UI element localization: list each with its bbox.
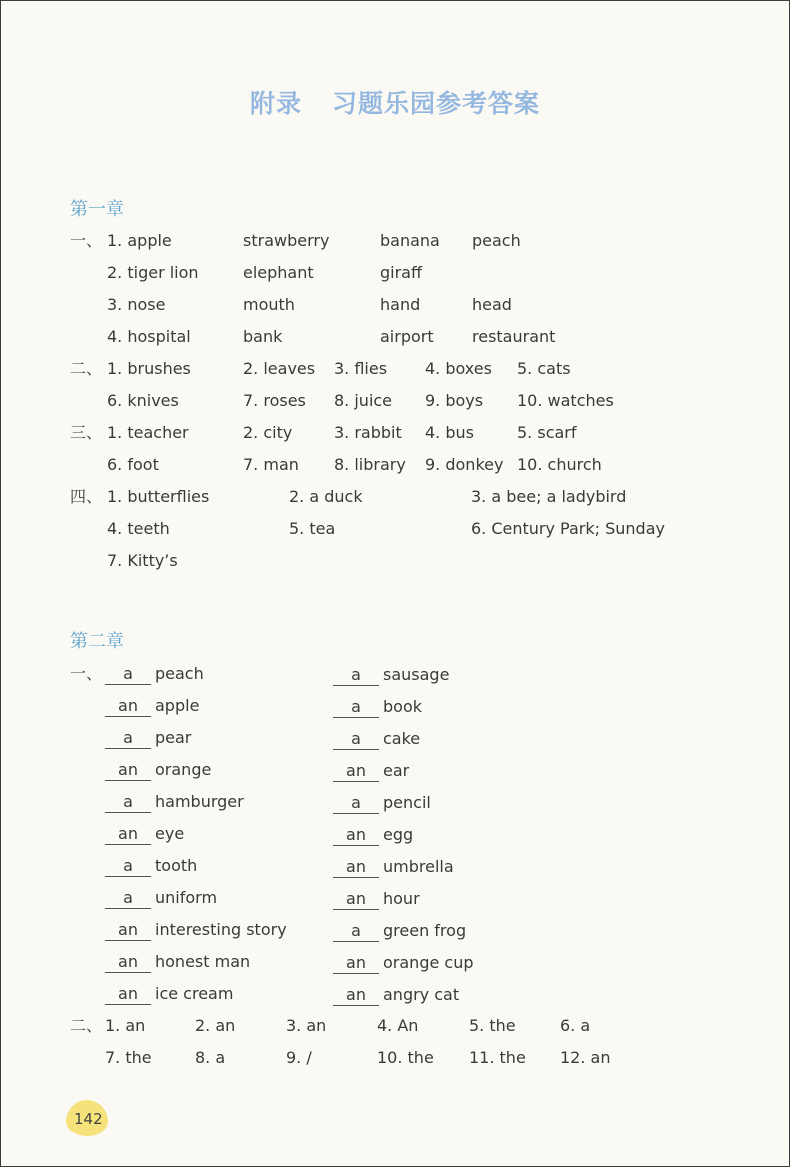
answer-item: 3. rabbit (334, 423, 402, 442)
article-blank: a (105, 728, 151, 749)
chapter-2-heading: 第二章 (70, 631, 124, 652)
noun-phrase: orange cup (383, 953, 474, 972)
answer-item: 1. an (105, 1016, 146, 1035)
noun-phrase: pencil (383, 793, 431, 812)
answer-item: 8. library (334, 455, 406, 474)
noun-phrase: ice cream (155, 984, 234, 1003)
answer-item: head (472, 295, 512, 314)
noun-phrase: sausage (383, 665, 450, 684)
answer-item: 3. an (286, 1016, 327, 1035)
answer-item: 2. city (243, 423, 293, 442)
noun-phrase: uniform (155, 888, 218, 907)
answer-item: 4. teeth (107, 519, 170, 538)
answer-item: 12. an (560, 1048, 611, 1067)
article-blank: an (333, 857, 379, 878)
noun-phrase: pear (155, 728, 192, 747)
answer-item: banana (380, 231, 440, 250)
article-blank: an (105, 760, 151, 781)
answer-item: 1. brushes (107, 359, 191, 378)
noun-phrase: peach (155, 664, 204, 683)
answer-item: 7. Kitty’s (107, 551, 178, 570)
noun-phrase: book (383, 697, 422, 716)
answer-item: 3. a bee; a ladybird (471, 487, 627, 506)
answer-item: 2. leaves (243, 359, 316, 378)
article-blank: a (105, 888, 151, 909)
answer-item: 3. flies (334, 359, 388, 378)
noun-phrase: ear (383, 761, 410, 780)
noun-phrase: green frog (383, 921, 467, 940)
article-blank: an (105, 984, 151, 1005)
answer-item: bank (243, 327, 283, 346)
answer-item: 5. the (469, 1016, 516, 1035)
answer-item: 10. church (517, 455, 602, 474)
noun-phrase: interesting story (155, 920, 287, 939)
article-blank: a (333, 793, 379, 814)
article-blank: an (333, 953, 379, 974)
answer-item: 6. knives (107, 391, 179, 410)
noun-phrase: umbrella (383, 857, 454, 876)
title-right: 习题乐园参考答案 (332, 89, 541, 118)
answer-item: 9. donkey (425, 455, 504, 474)
page-number: 142 (74, 1110, 103, 1128)
noun-phrase: honest man (155, 952, 251, 971)
article-blank: a (105, 664, 151, 685)
answer-item: 8. juice (334, 391, 393, 410)
answer-item: airport (380, 327, 434, 346)
noun-phrase: tooth (155, 856, 198, 875)
article-blank: a (105, 792, 151, 813)
article-blank: an (333, 825, 379, 846)
article-blank: a (105, 856, 151, 877)
article-blank: an (105, 824, 151, 845)
answer-item: giraff (380, 263, 423, 282)
article-blank: an (105, 920, 151, 941)
chapter-1-heading: 第一章 (70, 199, 124, 220)
answer-item: 5. cats (517, 359, 571, 378)
answer-item: 1. apple (107, 231, 172, 250)
article-blank: an (333, 761, 379, 782)
answer-item: restaurant (472, 327, 556, 346)
answer-item: 1. butterflies (107, 487, 210, 506)
answer-item: 4. boxes (425, 359, 492, 378)
answer-item: 9. boys (425, 391, 484, 410)
answer-item: 11. the (469, 1048, 526, 1067)
title-left: 附录 (249, 89, 302, 118)
answer-item: 2. tiger lion (107, 263, 199, 282)
article-blank: an (333, 985, 379, 1006)
answer-item: 7. the (105, 1048, 152, 1067)
answer-item: 6. foot (107, 455, 159, 474)
answer-item: elephant (243, 263, 314, 282)
answer-item: 10. the (377, 1048, 434, 1067)
article-blank: a (333, 729, 379, 750)
answer-item: peach (472, 231, 521, 250)
ch1-sec3-marker: 三、 (70, 423, 103, 442)
noun-phrase: orange (155, 760, 212, 779)
noun-phrase: angry cat (383, 985, 460, 1004)
answer-item: 6. Century Park; Sunday (471, 519, 665, 538)
article-blank: an (105, 696, 151, 717)
answer-item: 2. an (195, 1016, 236, 1035)
answer-item: 10. watches (517, 391, 614, 410)
answer-item: hand (380, 295, 421, 314)
page-title (0, 84, 790, 120)
answer-item: 2. a duck (289, 487, 363, 506)
noun-phrase: eye (155, 824, 185, 843)
ch2-sec2-marker: 二、 (70, 1016, 103, 1035)
answer-item: strawberry (243, 231, 330, 250)
answer-item: 6. a (560, 1016, 591, 1035)
answer-item: 5. scarf (517, 423, 577, 442)
ch1-sec4-marker: 四、 (70, 487, 103, 506)
noun-phrase: hour (383, 889, 420, 908)
noun-phrase: cake (383, 729, 421, 748)
answer-item: 8. a (195, 1048, 226, 1067)
article-blank: a (333, 697, 379, 718)
answer-item: 5. tea (289, 519, 336, 538)
answer-item: 1. teacher (107, 423, 189, 442)
answer-item: 9. / (286, 1048, 312, 1067)
answer-item: 7. man (243, 455, 299, 474)
article-blank: an (333, 889, 379, 910)
answer-item: 4. hospital (107, 327, 191, 346)
article-blank: an (105, 952, 151, 973)
answer-item: mouth (243, 295, 295, 314)
article-blank: a (333, 665, 379, 686)
noun-phrase: apple (155, 696, 200, 715)
ch1-sec1-marker: 一、 (70, 231, 103, 250)
ch1-sec2-marker: 二、 (70, 359, 103, 378)
article-blank: a (333, 921, 379, 942)
ch2-sec1-marker: 一、 (70, 664, 103, 683)
answer-item: 7. roses (243, 391, 306, 410)
answer-item: 4. bus (425, 423, 474, 442)
answer-item: 4. An (377, 1016, 419, 1035)
answer-item: 3. nose (107, 295, 166, 314)
noun-phrase: egg (383, 825, 414, 844)
noun-phrase: hamburger (155, 792, 244, 811)
